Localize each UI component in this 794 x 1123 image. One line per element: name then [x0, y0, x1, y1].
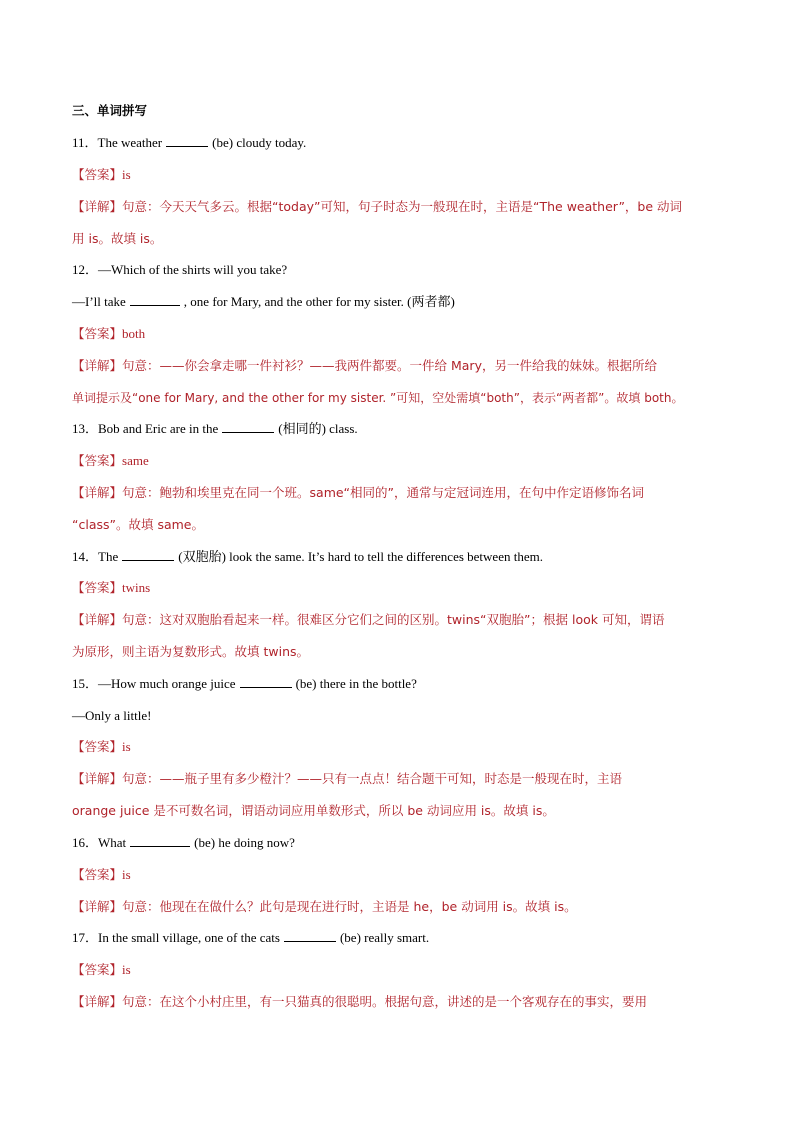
detail-13-line-2: “class”。故填 same。: [72, 517, 204, 532]
detail-17-line-1: [72, 993, 732, 1011]
question-12-line-2: [72, 293, 732, 311]
detail-tag: 【详解】: [72, 899, 123, 914]
question-15-line-2: —Only a little!: [72, 708, 152, 723]
detail-text: 句意：这对双胞胎看起来一样。很难区分它们之间的区别。twins“双胞胎”；根据 look 可知，谓语: [122, 612, 665, 627]
question-13: [72, 420, 732, 438]
answer-line-17: [72, 961, 732, 979]
detail-16-line-1: [72, 898, 732, 916]
detail-13-line-1: [72, 484, 732, 502]
question-text-post: , one for Mary, and the other for my sister. (两者都): [183, 294, 455, 309]
answer-text: is: [122, 167, 131, 182]
answer-line-14: [72, 579, 732, 597]
question-text-post: (双胞胎) look the same. It’s hard to tell the differences between them.: [178, 549, 543, 564]
question-text-pre: —I’ll take: [72, 294, 126, 309]
question-number: 14．: [72, 549, 99, 564]
detail-12-line-1: [72, 357, 732, 375]
question-number: 15．: [72, 676, 99, 691]
question-text-post: (be) cloudy today.: [212, 135, 307, 150]
detail-tag: 【详解】: [72, 612, 123, 627]
answer-text: is: [122, 739, 131, 754]
detail-15-line-1: [72, 770, 732, 788]
question-text-pre: The: [98, 549, 119, 564]
answer-blank: [284, 929, 336, 942]
answer-text: both: [122, 326, 146, 341]
question-16: [72, 834, 732, 852]
answer-tag: 【答案】: [72, 326, 123, 341]
detail-11-line-2: 用 is。故填 is。: [72, 231, 163, 246]
answer-line-15: [72, 738, 732, 756]
answer-tag: 【答案】: [72, 167, 123, 182]
answer-text: is: [122, 867, 131, 882]
answer-tag: 【答案】: [72, 739, 123, 754]
answer-blank: [122, 548, 174, 561]
answer-tag: 【答案】: [72, 580, 123, 595]
question-17: [72, 929, 732, 947]
detail-tag: 【详解】: [72, 994, 123, 1009]
detail-text: 句意：他现在在做什么？此句是现在进行时，主语是 he，be 动词用 is。故填 is。: [122, 899, 577, 914]
question-number: 11．: [72, 135, 98, 150]
question-text-pre: —How much orange juice: [98, 676, 236, 691]
answer-blank: [240, 675, 292, 688]
answer-text: same: [122, 453, 149, 468]
question-12: [72, 261, 732, 279]
question-number: 12．: [72, 262, 99, 277]
section-title: 三、单词拼写: [72, 103, 148, 118]
detail-14-line-2: 为原形，则主语为复数形式。故填 twins。: [72, 644, 310, 659]
detail-text: 句意：在这个小村庄里，有一只猫真的很聪明。根据句意，讲述的是一个客观存在的事实，要用: [122, 994, 648, 1009]
question-text-pre: What: [98, 835, 127, 850]
detail-14-line-1: [72, 611, 732, 629]
detail-tag: 【详解】: [72, 199, 123, 214]
detail-tag: 【详解】: [72, 771, 123, 786]
question-number: 16．: [72, 835, 99, 850]
detail-15-line-2: orange juice 是不可数名词，谓语动词应用单数形式，所以 be 动词应用 is。故填 is。: [72, 803, 555, 818]
detail-11-line-1: [72, 198, 732, 216]
answer-line-16: [72, 866, 732, 884]
question-text-pre: Bob and Eric are in the: [98, 421, 219, 436]
detail-text: 句意：今天天气多云。根据“today”可知，句子时态为一般现在时，主语是“The weather”，be 动词: [122, 199, 683, 214]
answer-blank: [130, 293, 180, 306]
answer-blank: [166, 134, 208, 147]
question-text-post: (be) really smart.: [339, 930, 430, 945]
detail-tag: 【详解】: [72, 358, 123, 373]
detail-text: 句意：——你会拿走哪一件衬衫？——我两件都要。一件给 Mary，另一件给我的妹妹。根据所给: [122, 358, 657, 373]
question-11: [72, 134, 732, 152]
detail-tag: 【详解】: [72, 485, 123, 500]
question-14: [72, 548, 732, 566]
answer-blank: [130, 834, 190, 847]
question-15: [72, 675, 732, 693]
answer-line-13: [72, 452, 732, 470]
question-text-post: (be) he doing now?: [194, 835, 295, 850]
answer-tag: 【答案】: [72, 962, 123, 977]
question-number: 13．: [72, 421, 99, 436]
question-text: —Which of the shirts will you take?: [98, 262, 288, 277]
question-text-pre: The weather: [97, 135, 163, 150]
answer-blank: [222, 420, 274, 433]
question-number: 17．: [72, 930, 99, 945]
question-text-post: (be) there in the bottle?: [295, 676, 417, 691]
answer-text: twins: [122, 580, 151, 595]
detail-text: 句意：——瓶子里有多少橙汁？——只有一点点！结合题干可知，时态是一般现在时，主语: [122, 771, 623, 786]
answer-text: is: [122, 962, 131, 977]
answer-line-11: [72, 166, 732, 184]
detail-12-line-2: 单词提示及“one for Mary, and the other for my sister. ”可知，空处需填“both”，表示“两者都”。故填 both。: [72, 391, 684, 405]
detail-text: 句意：鲍勃和埃里克在同一个班。same“相同的”，通常与定冠词连用，在句中作定语修饰名词: [122, 485, 645, 500]
answer-line-12: [72, 325, 732, 343]
question-text-post: (相同的) class.: [278, 421, 358, 436]
answer-tag: 【答案】: [72, 453, 123, 468]
answer-tag: 【答案】: [72, 867, 123, 882]
question-text-pre: In the small village, one of the cats: [98, 930, 280, 945]
